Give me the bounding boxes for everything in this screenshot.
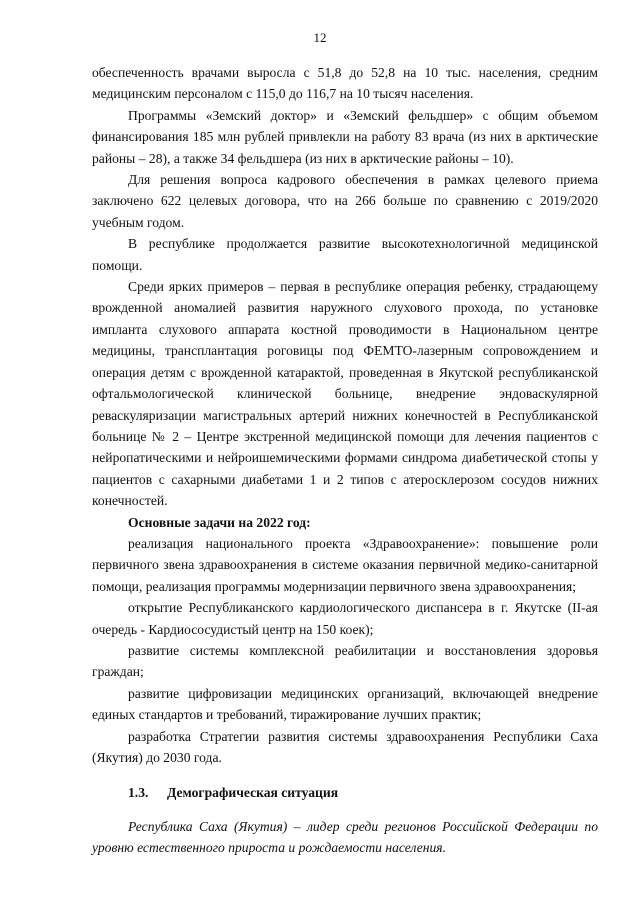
tasks-heading: Основные задачи на 2022 год:: [128, 514, 311, 530]
section-title: Демографическая ситуация: [167, 785, 339, 801]
task-item: развитие цифровизации медицинских организаций, включающей внедрение единых стандартов и требований, тиражирование лучших практик;: [92, 685, 598, 723]
paragraph: Для решения вопроса кадрового обеспечения в рамках целевого приема заключено 622 целевых договора, что на 266 больше по сравнению с 2019/2020 учебным годом.: [92, 172, 598, 230]
body-text: [92, 62, 598, 859]
paragraph: В республике продолжается развитие высокотехнологичной медицинской помощи.: [92, 236, 598, 273]
page-number: 12: [313, 30, 327, 45]
task-item: реализация национального проекта «Здравоохранение»: повышение роли первичного звена здравоохранения в системе оказания первичной медико-санитарной помощи, реализация программы модернизации первичного звена здравоохранения;: [92, 535, 598, 594]
section-number: 1.3.: [128, 785, 149, 801]
paragraph: обеспеченность врачами выросла с 51,8 до 52,8 на 10 тыс. населения, средним медицинским персоналом с 115,0 до 116,7 на 10 тысяч населения.: [92, 65, 598, 102]
section-heading: [92, 782, 598, 803]
italic-statement: Республика Саха (Якутия) – лидер среди регионов Российской Федерации по уровню естественного прироста и рождаемости населения.: [92, 818, 598, 856]
task-item: открытие Республиканского кардиологического диспансера в г. Якутске (II-ая очередь - Кардиососудистый центр на 150 коек);: [92, 600, 598, 637]
task-item: разработка Стратегии развития системы здравоохранения Республики Саха (Якутия) до 2030 года.: [92, 728, 598, 765]
paragraph: Программы «Земский доктор» и «Земский фельдшер» с общим объемом финансирования 185 млн рублей привлекли на работу 83 врача (из них в арктические районы – 28), а также 34 фельдшера (из них в арктические районы – 10).: [92, 107, 598, 166]
task-item: развитие системы комплексной реабилитации и восстановления здоровья граждан;: [92, 642, 598, 680]
paragraph: Среди ярких примеров – первая в республике операция ребенку, страдающему врожденной аномалией развития наружного слухового прохода, по установке импланта слухового аппарата костной проводимости в Национальном центре медицины, трансплантация роговицы под ФЕМТО-лазерным сопровождением и операция детям с врожденной катарактой, проведенная в Якутской республиканской офтальмологической клинической больнице, внедрение эндоваскулярной реваскуляризации магистральных артерий нижних конечностей в Республиканской больнице № 2 – Центре экстренной медицинской помощи для лечения пациентов с нейропатическими и нейроишемическими формами синдрома диабетической стопы у пациентов с сахарными диабетами 1 и 2 типов с атеросклерозом сосудов нижних конечностей.: [92, 279, 598, 509]
